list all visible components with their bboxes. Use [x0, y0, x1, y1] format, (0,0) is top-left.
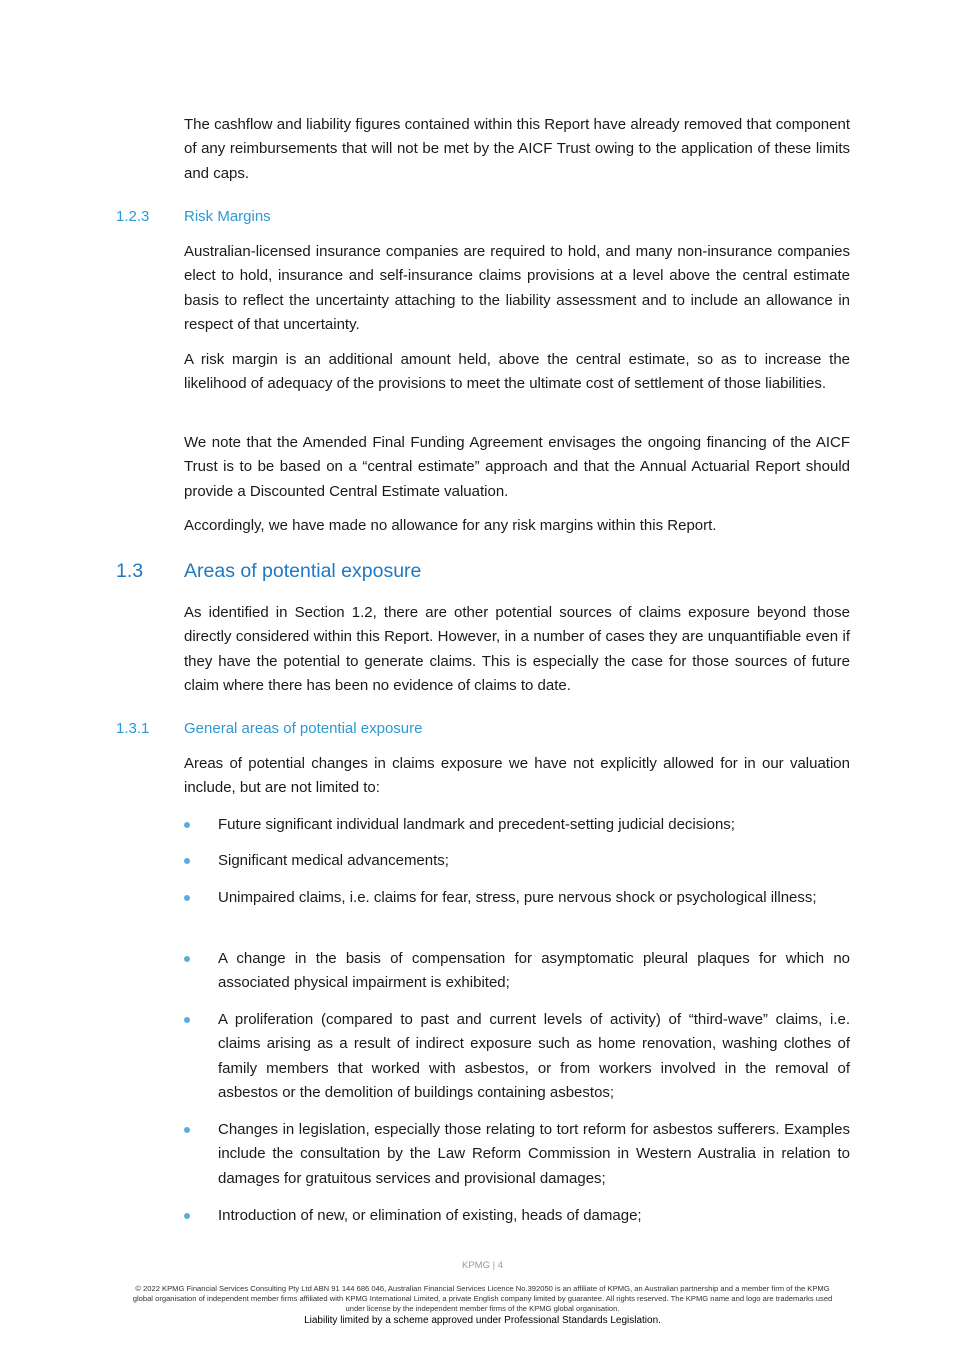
- page-number: KPMG | 4: [461, 1260, 503, 1271]
- bullet-icon: [184, 956, 190, 962]
- list-item-text: Future significant individual landmark and precedent-setting judicial decisions;: [218, 816, 735, 833]
- general-exposure-paragraph: Areas of potential changes in claims exposure we have not explicitly allowed for in our valuation include, but are not limited to:: [184, 755, 850, 797]
- risk-margins-paragraph-4: Accordingly, we have made no allowance for any risk margins within this Report.: [184, 517, 717, 534]
- list-item-text: Unimpaired claims, i.e. claims for fear, stress, pure nervous shock or psychological illness;: [218, 889, 817, 906]
- bullet-icon: [184, 822, 190, 828]
- risk-margins-paragraph-3: We note that the Amended Final Funding Agreement envisages the ongoing financing of the AICF Trust is to be based on a “central estimate” approach and that the Annual Actuarial Report should provide a Discounted Central Estimate valuation.: [184, 434, 850, 500]
- list-item-text: Significant medical advancements;: [218, 852, 449, 869]
- section-1-3-1-title: General areas of potential exposure: [184, 720, 423, 737]
- list-item-text: A proliferation (compared to past and current levels of activity) of “third-wave” claims, i.e. claims arising as a result of indirect exposure such as home renovation, washing clothes of family members that worked with asbestos, or from workers involved in the removal of asbestos or the demolition of buildings containing asbestos;: [218, 1011, 850, 1101]
- exposure-paragraph: As identified in Section 1.2, there are other potential sources of claims exposure beyond those directly considered within this Report. However, in a number of cases they are unquantifiable even if they have the potential to generate claims. This is especially the case for those sources of future claim where there has been no evidence of claims to date.: [184, 604, 850, 694]
- section-1-3-number: 1.3: [116, 560, 144, 582]
- section-1-2-3-number: 1.2.3: [116, 208, 150, 225]
- section-1-3-1-number: 1.3.1: [116, 720, 150, 737]
- list-item-text: Introduction of new, or elimination of existing, heads of damage;: [218, 1207, 642, 1224]
- risk-margins-paragraph-2: A risk margin is an additional amount held, above the central estimate, so as to increase the likelihood of adequacy of the provisions to meet the ultimate cost of settlement of those liabilities.: [184, 351, 850, 393]
- intro-paragraph: The cashflow and liability figures contained within this Report have already removed that component of any reimbursements that will not be met by the AICF Trust owing to the application of these limits and caps.: [184, 116, 850, 182]
- bullet-icon: [184, 1127, 190, 1133]
- risk-margins-paragraph-1: Australian-licensed insurance companies are required to hold, and many non-insurance companies elect to hold, insurance and self-insurance claims provisions at a level above the central estimate basis to reflect the uncertainty attaching to the liability assessment and to include an allowance in respect of that uncertainty.: [184, 243, 850, 333]
- bullet-icon: [184, 1213, 190, 1219]
- section-1-3-title: Areas of potential exposure: [184, 560, 422, 582]
- section-1-2-3-title: Risk Margins: [184, 208, 271, 225]
- list-item-text: A change in the basis of compensation for asymptomatic pleural plaques for which no associated physical impairment is exhibited;: [218, 950, 850, 992]
- bullet-icon: [184, 1017, 190, 1023]
- bullet-icon: [184, 858, 190, 864]
- bullet-icon: [184, 895, 190, 901]
- liability-notice: Liability limited by a scheme approved under Professional Standards Legislation.: [304, 1315, 661, 1326]
- list-item-text: Changes in legislation, especially those relating to tort reform for asbestos sufferers. Examples include the consultation by the Law Reform Commission in Western Australia in relation to damages for gratuitous services and provisional damages;: [218, 1121, 850, 1187]
- copyright-notice: © 2022 KPMG Financial Services Consulting Pty Ltd ABN 91 144 686 046, Australian Financial Services Licence No.392050 is an affiliate of KPMG, an Australian partnership and a member firm of the KPMG global organisation of independent member firms affiliated with KPMG International Limited, a private English company limited by guarantee. All rights reserved. The KPMG name and logo are trademarks used under license by the independent member firms of the KPMG global organisation.: [132, 1284, 833, 1313]
